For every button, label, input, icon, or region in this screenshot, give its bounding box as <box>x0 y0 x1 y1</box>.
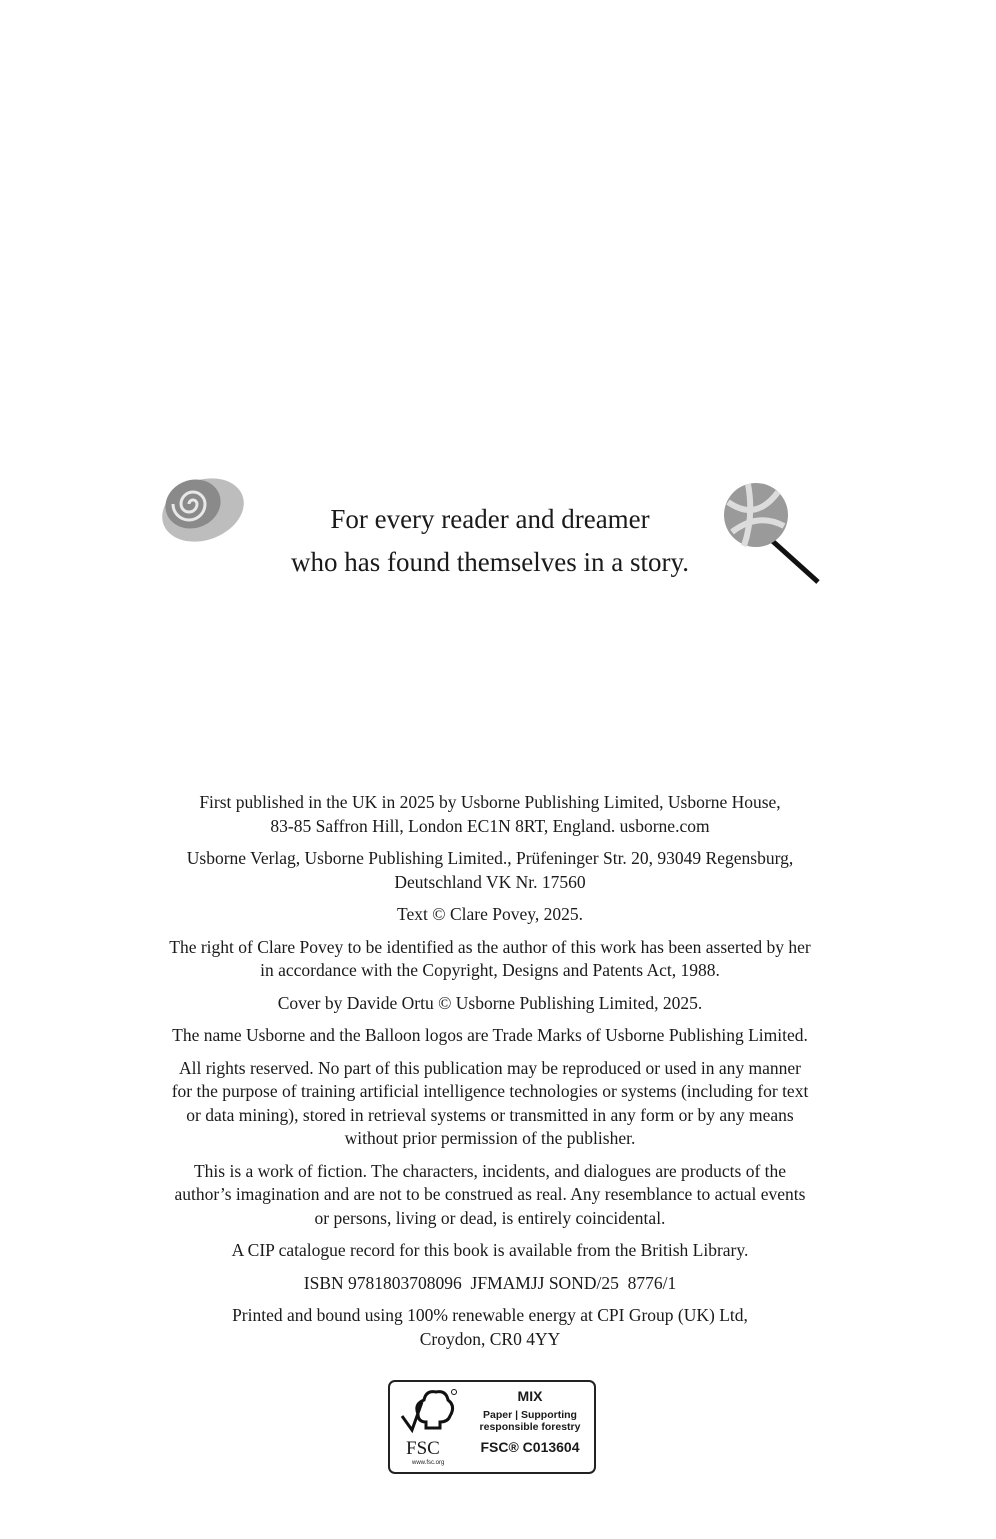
text-line: Paper | Supporting <box>483 1409 577 1421</box>
fsc-license-code: FSC® C013604 <box>480 1439 580 1455</box>
cover-credit <box>100 992 880 1016</box>
text-line: 83-85 Saffron Hill, London EC1N 8RT, England. usborne.com <box>270 815 710 836</box>
text-line: in accordance with the Copyright, Designs and Patents Act, 1988. <box>260 960 720 980</box>
text-line: responsible forestry <box>479 1421 581 1433</box>
text-line: The name Usborne and the Balloon logos are Trade Marks of Usborne Publishing Limited. <box>172 1025 808 1045</box>
text-line: Cover by Davide Ortu © Usborne Publishing Limited, 2025. <box>277 992 703 1013</box>
text-line: First published in the UK in 2025 by Usborne Publishing Limited, Usborne House, <box>199 792 781 812</box>
text-line: Croydon, CR0 4YY <box>419 1328 561 1349</box>
text-line: ISBN 9781803708096 JFMAMJJ SOND/25 8776/1 <box>303 1272 677 1293</box>
dedication <box>0 498 980 584</box>
text-line: The right of Clare Povey to be identified as the author of this work has been asserted by her <box>169 936 811 957</box>
isbn <box>100 1272 880 1296</box>
fsc-mix: MIX <box>517 1388 543 1404</box>
publisher-info <box>100 791 880 838</box>
rights-reserved <box>100 1057 880 1151</box>
fsc-description <box>468 1409 592 1433</box>
dedication-line: For every reader and dreamer <box>330 504 650 534</box>
text-line: or data mining), stored in retrieval systems or transmitted in any form or by any means <box>186 1104 794 1125</box>
text-line: A CIP catalogue record for this book is available from the British Library. <box>231 1240 749 1260</box>
cip-record <box>100 1239 880 1263</box>
copyright-imprint <box>100 791 880 1360</box>
text-line: without prior permission of the publisher. <box>344 1128 636 1148</box>
printer-info <box>100 1304 880 1351</box>
text-line: or persons, living or dead, is entirely coincidental. <box>314 1207 666 1228</box>
fsc-certification-label <box>388 1380 596 1474</box>
text-line: Deutschland VK Nr. 17560 <box>394 871 586 892</box>
text-line: Printed and bound using 100% renewable energy at CPI Group (UK) Ltd, <box>232 1305 748 1325</box>
text-line: for the purpose of training artificial intelligence technologies or systems (including for text <box>171 1081 809 1101</box>
text-line: author’s imagination and are not to be construed as real. Any resemblance to actual events <box>174 1184 806 1204</box>
fsc-url: www.fsc.org <box>412 1460 445 1466</box>
trademark-notice <box>100 1024 880 1048</box>
fsc-tree-checkmark-icon <box>396 1386 462 1436</box>
text-line: This is a work of fiction. The characters, incidents, and dialogues are products of the <box>193 1160 787 1181</box>
text-copyright <box>100 903 880 927</box>
fiction-disclaimer <box>100 1160 880 1231</box>
text-line: Usborne Verlag, Usborne Publishing Limited., Prüfeninger Str. 20, 93049 Regensburg, <box>186 848 794 868</box>
german-publisher-info <box>100 847 880 894</box>
fsc-logo-text: FSC <box>406 1438 440 1459</box>
fsc-logo <box>396 1386 462 1466</box>
author-rights <box>100 936 880 983</box>
text-line: All rights reserved. No part of this publication may be reproduced or used in any manner <box>178 1057 802 1078</box>
text-line: Text © Clare Povey, 2025. <box>397 904 583 924</box>
dedication-line: who has found themselves in a story. <box>291 547 689 577</box>
